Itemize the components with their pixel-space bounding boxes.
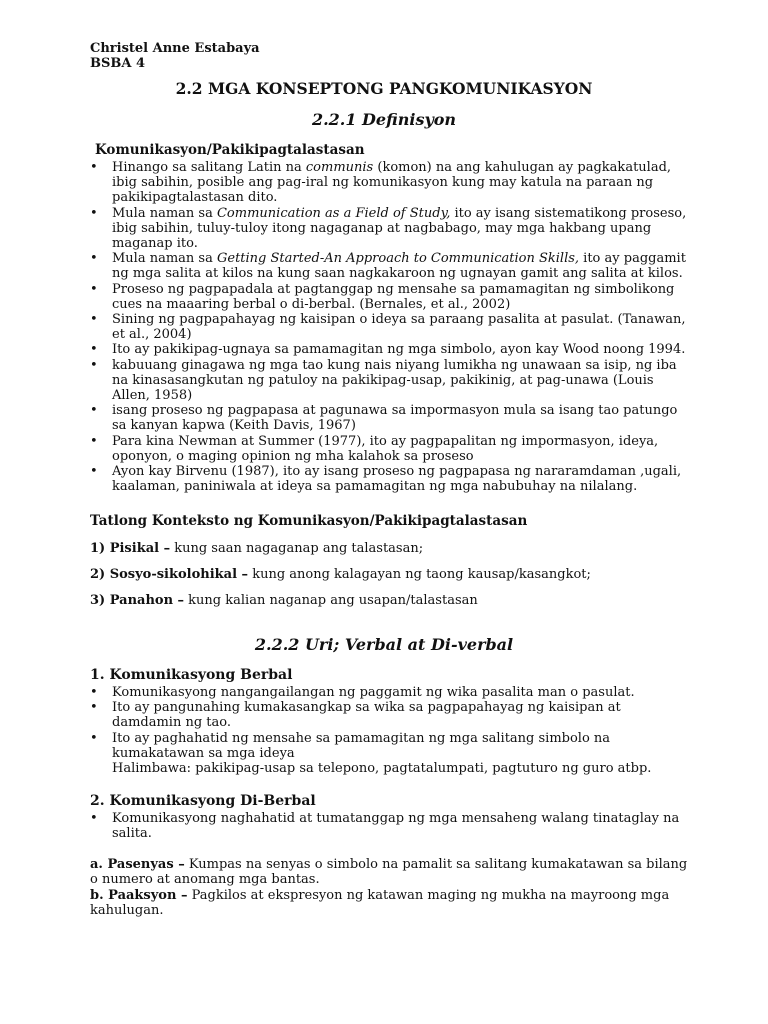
author-block [90,41,260,71]
list-item: • Hinango sa salitang Latin na communis (komon) na ang kahulugan ay pagkakatulad, ibig sabihin, posible ang pag-iral ng komunikasyon kung may katula na paraan ng pakikipagtalastasan dito. [90,160,672,206]
definition-list [90,160,690,494]
list-item: • kabuuang ginagawa ng mga tao kung nais niyang lumikha ng unawaan sa isip, ng iba na kinasasangkutan ng patuloy na pakikipag-usap, pakikinig, at pag-unawa (Louis Allen, 1958) [90,357,677,404]
list-item: • Para kina Newman at Summer (1977), ito ay pagpapalitan ng impormasyon, ideya, oponyon, o maging opinion ng mha kalahok sa proseso [90,433,659,464]
list-item: • isang proseso ng pagpapasa at pagunawa sa impormasyon mula sa isang tao patungo sa kanyan kapwa (Keith Davis, 1967) [90,403,678,434]
context-item-panahon: 3) Panahon – kung kalian naganap ang usapan/talastasan [90,593,478,608]
heading-berbal: 1. Komunikasyong Berbal [90,667,293,683]
heading-tatlong-konteksto: Tatlong Konteksto ng Komunikasyon/Pakikipagtalastasan [90,513,528,529]
list-item: • Mula naman sa Communication as a Field of Study, ito ay isang sistematikong proseso, ibig sabihin, tuluy-tuloy itong nagaganap at nagbabago, may mga hakbang upang maganap ito. [90,205,687,252]
subtitle-definisyon: 2.2.1 Definisyon [311,110,457,129]
list-item: • Komunikasyong nangangailangan ng paggamit ng wika pasalita man o pasulat. [90,685,635,700]
list-item: • Ito ay pakikipag-ugnaya sa pamamagitan ng mga simbolo, ayon kay Wood noong 1994. [90,342,686,358]
list-item: • Mula naman sa Getting Started-An Approach to Communication Skills, ito ay paggamit ng mga salita at kilos na kung saan nagkakaroon ng ugnayan gamit ang salita at kilos. [90,251,686,282]
list-item: • Ito ay pangunahing kumakasangkap sa wika sa pagpapahayag ng kaisipan at damdamin ng tao. [90,700,621,731]
example-text: Halimbawa: pakikipag-usap sa telepono, pagtatalumpati, pagtuturo ng guro atbp. [112,761,652,777]
context-item-sosyo: 2) Sosyo-sikolohikal – kung anong kalagayan ng taong kausap/kasangkot; [90,567,591,582]
di-berbal-list [90,811,690,841]
heading-di-berbal: 2. Komunikasyong Di-Berbal [90,793,316,809]
di-berbal-item-pasenyas: a. Pasenyas – Kumpas na senyas o simbolo na pamalit sa salitang kumakatawan sa bilang o numero at anomang mga bantas. [90,857,688,888]
list-item: • Sining ng pagpapahayag ng kaisipan o ideya sa paraang pasalita at pasulat. (Tanawan, et al., 2004) [90,312,686,343]
heading-komunikasyon: Komunikasyon/Pakikipagtalastasan [95,142,365,158]
list-item: • Proseso ng pagpapadala at pagtanggap ng mensahe sa pamamagitan ng simbolikong cues na maaaring berbal o di-berbal. (Bernales, et al., 2002) [90,281,675,312]
page-title: 2.2 MGA KONSEPTONG PANGKOMUNIKASYON [175,79,593,98]
list-item: • Ayon kay Birvenu (1987), ito ay isang proseso ng pagpapasa ng nararamdaman ,ugali, kaalaman, paniniwala at ideya sa pamamagitan ng mga nabubuhay na nilalang. [90,464,682,495]
di-berbal-item-paaksyon: b. Paaksyon – Pagkilos at ekspresyon ng katawan maging ng mukha na mayroong mga kahulugan. [90,888,670,919]
author-course: BSBA 4 [90,56,146,71]
list-item: • Ito ay paghahatid ng mensahe sa pamamagitan ng mga salitang simbolo na kumakatawan sa mga ideya Halimbawa: pakikipag-usap sa telepono, pagtatalumpati, pagtuturo ng guro atbp. [90,731,690,777]
berbal-list [90,685,690,776]
list-item: • Komunikasyong naghahatid at tumatanggap ng mga mensaheng walang tinataglay na salita. [90,811,680,842]
subtitle-uri: 2.2.2 Uri; Verbal at Di-verbal [254,635,514,654]
author-name: Christel Anne Estabaya [90,41,260,56]
context-item-pisikal: 1) Pisikal – kung saan nagaganap ang talastasan; [90,541,424,556]
